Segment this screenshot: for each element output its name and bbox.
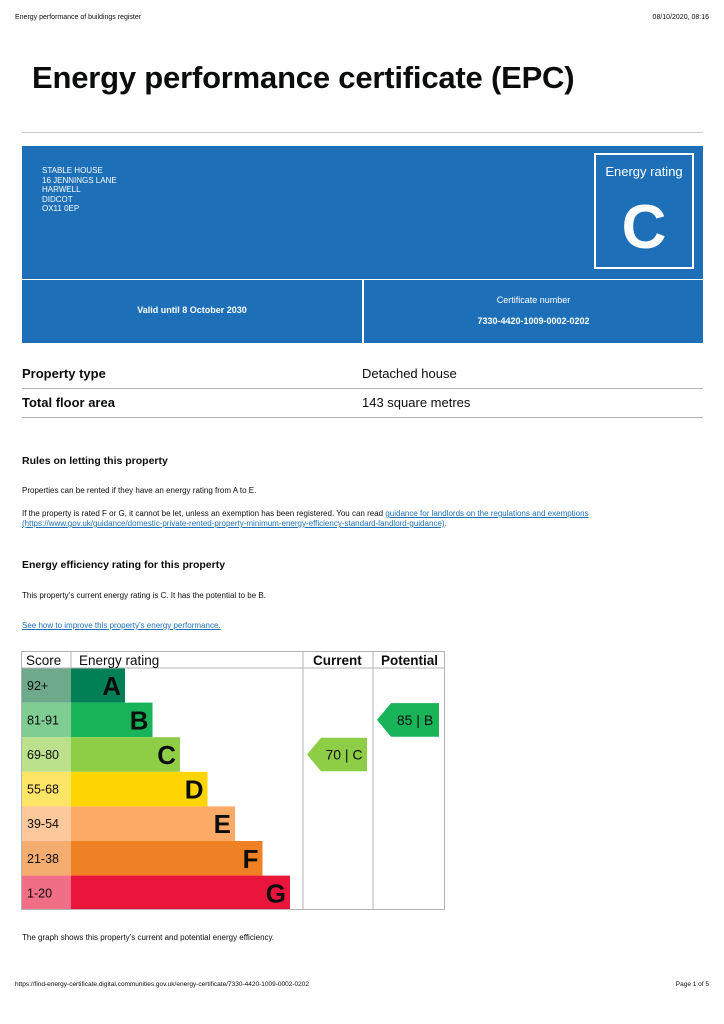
landlord-guidance-url-link[interactable]: (https://www.gov.uk/guidance/domestic-private-rented-property-minimum-energy-efficiency-standard-landlord-guidance): [22, 519, 445, 528]
column-header-energy-rating: Energy rating: [79, 653, 160, 668]
efficiency-para: This property’s current energy rating is C. It has the potential to be B.: [22, 591, 266, 600]
title-divider: [22, 132, 703, 133]
letting-rules-para1: Properties can be rented if they have an energy rating from A to E.: [22, 486, 257, 495]
address-line: HARWELL: [42, 185, 81, 195]
energy-rating-letter: C: [621, 193, 667, 262]
rating-bar-f: [71, 841, 263, 876]
column-header-potential: Potential: [381, 653, 439, 668]
efficiency-heading: Energy efficiency rating for this property: [22, 559, 226, 571]
address-line: 16 JENNINGS LANE: [42, 175, 117, 185]
score-label-g: 1-20: [27, 886, 53, 901]
letting-rules-para2: [22, 509, 702, 529]
rating-letter-f: F: [242, 843, 259, 874]
rating-letter-d: D: [184, 774, 204, 805]
floor-area-row: [22, 388, 703, 418]
address-line: DIDCOT: [42, 194, 73, 204]
score-label-e: 39-54: [27, 817, 59, 832]
floor-area-key: Total floor area: [22, 395, 115, 410]
energy-rating-label: Energy rating: [605, 164, 683, 179]
score-label-f: 21-38: [27, 851, 59, 866]
rating-letter-b: B: [129, 705, 149, 736]
landlord-guidance-link[interactable]: guidance for landlords on the regulations and exemptions: [385, 509, 589, 518]
page-title: Energy performance certificate (EPC): [32, 60, 575, 95]
energy-rating-box: [594, 153, 694, 269]
valid-until: Valid until 8 October 2030: [137, 305, 247, 315]
score-label-c: 69-80: [27, 748, 59, 762]
property-type-value: Detached house: [362, 366, 457, 381]
rating-letter-a: A: [102, 670, 121, 701]
property-address: [42, 166, 117, 214]
property-type-row: [22, 359, 703, 389]
graph-caption: The graph shows this property’s current and potential energy efficiency.: [22, 933, 275, 942]
property-type-key: Property type: [22, 366, 106, 381]
letting-rules-heading: Rules on letting this property: [22, 455, 168, 467]
address-line: STABLE HOUSE: [42, 166, 103, 175]
column-header-score: Score: [26, 653, 62, 668]
rating-bar-e: [71, 806, 235, 841]
rating-letter-g: G: [265, 878, 286, 909]
score-label-a: 92+: [27, 678, 49, 693]
floor-area-value: 143 square metres: [362, 395, 471, 410]
letting-rules-para2-end: .: [444, 519, 447, 528]
potential-rating-label: 85 | B: [396, 711, 434, 728]
score-label-b: 81-91: [27, 713, 59, 728]
letting-rules-para2-text: If the property is rated F or G, it cannot be let, unless an exemption has been registered. You can read: [22, 509, 386, 518]
column-header-current: Current: [313, 653, 362, 668]
certificate-details-banner: [22, 280, 703, 343]
banner-divider: [362, 280, 364, 343]
print-footer-page: Page 1 of 5: [675, 981, 709, 988]
certificate-number: 7330-4420-1009-0002-0202: [477, 316, 590, 326]
rating-letter-c: C: [157, 740, 176, 770]
print-header-datetime: 08/10/2020, 08:16: [652, 14, 709, 21]
print-header-title: Energy performance of buildings register: [15, 14, 142, 21]
certificate-number-label: Certificate number: [496, 295, 571, 305]
certificate-banner: [22, 146, 703, 279]
address-line: OX11 0EP: [42, 204, 80, 214]
rating-letter-e: E: [213, 809, 231, 840]
energy-efficiency-graph: [21, 651, 445, 910]
current-rating-label: 70 | C: [325, 746, 363, 763]
score-label-d: 55-68: [27, 782, 59, 797]
improve-performance-link[interactable]: See how to improve this property’s energy performance.: [22, 621, 221, 630]
rating-bar-g: [71, 876, 290, 910]
print-footer-url: https://find-energy-certificate.digital.communities.gov.uk/energy-certificate/7330-4420-1009-0002-0202: [15, 981, 309, 988]
